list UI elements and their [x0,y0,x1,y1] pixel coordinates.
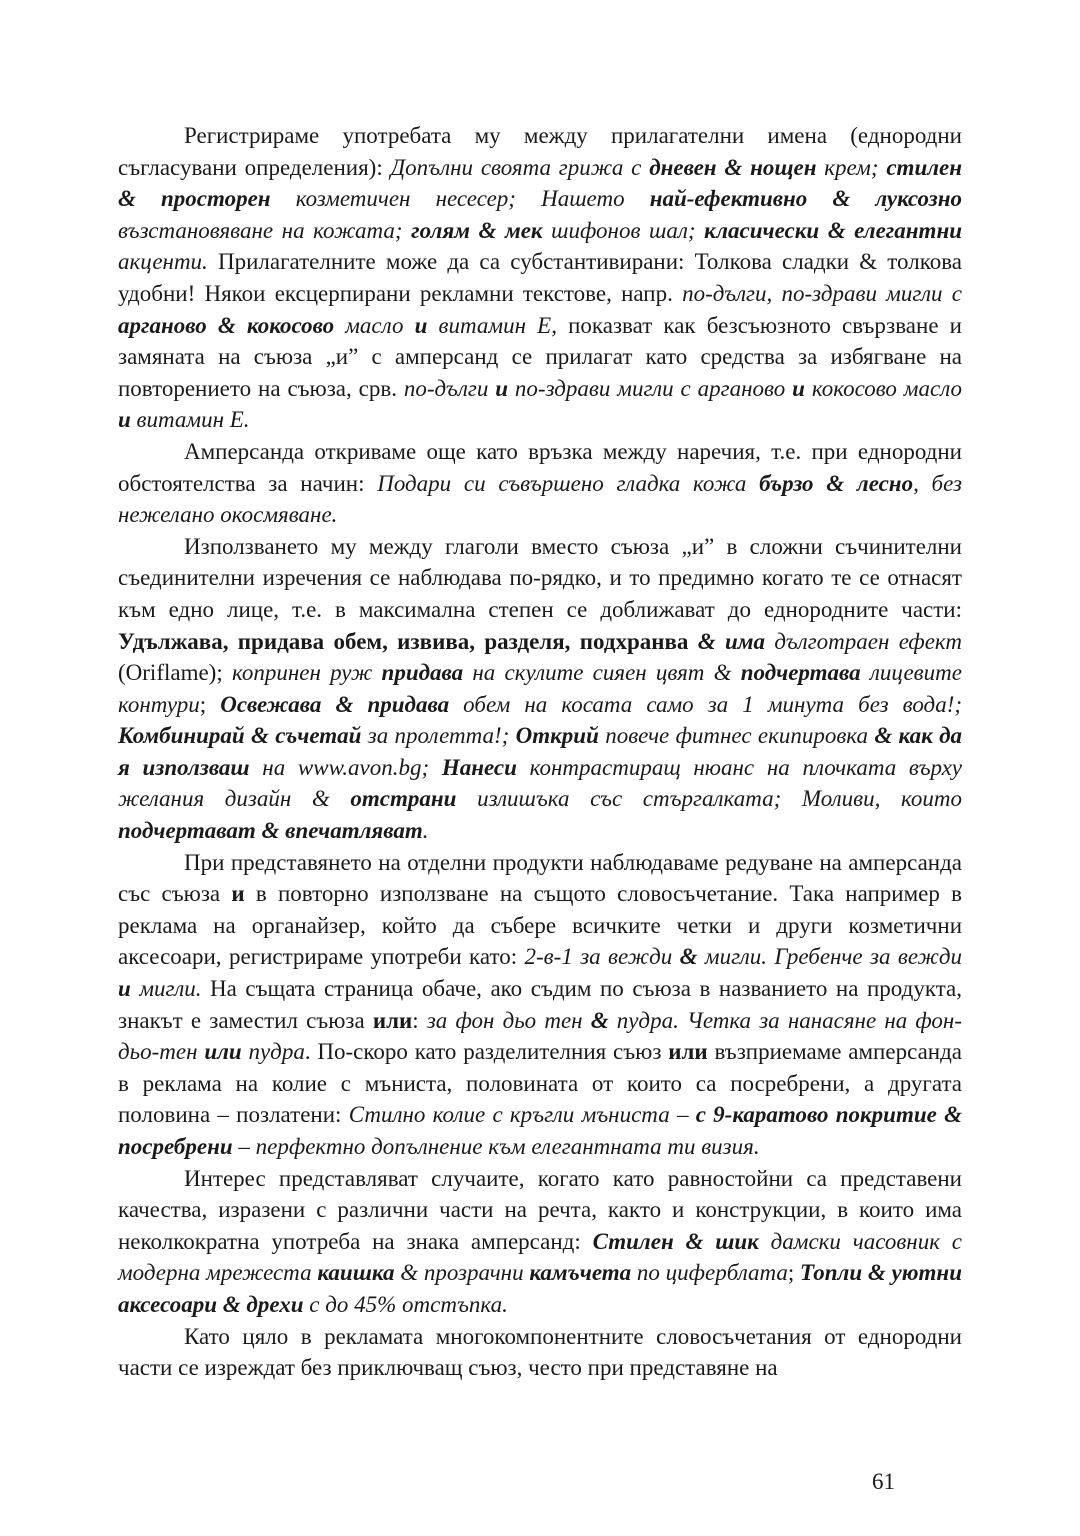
text-run: дамски часовник с модерна мрежеста [118,1228,962,1286]
text-run: , без нежелано окосмяване. [118,470,963,528]
text-run: повече фитнес екипировка [598,723,875,749]
text-run [688,629,697,654]
text-run: мигли. [130,976,202,1002]
text-run: витамин Е. [130,407,250,433]
text-run: Подари си съвършено гладка кожа [377,470,760,496]
text-run: за фон дьо тен [426,1007,591,1033]
text-run: (Oriflame); [118,660,232,686]
text-run: контрастиращ нюанс на плочката върху желания дизайн & [118,754,963,812]
text-run: лицевите контури [118,660,962,717]
text-run: отстрани [350,786,457,812]
paragraph-5 [118,1163,962,1321]
text-run: Регистрираме употребата му между прилагателни имена (еднородни съгласувани определения): [118,123,962,180]
text-run: мигли. Гребенче за вежди [697,944,963,970]
text-run: или [372,1007,413,1033]
text-run: на www.avon.bg; [249,754,442,780]
text-run: пудра. Четка за нанасяне на фон-дьо-тен [118,1007,963,1065]
text-run: шифонов шал; [542,217,705,243]
text-run: : [412,1007,427,1033]
text-run: 2-в-1 за вежди [524,944,680,970]
text-run: каишка [317,1260,395,1286]
text-run: . По-скоро като разделителния съюз [304,1039,669,1065]
text-run: възстановяване на кожата; [118,217,412,243]
text-run: Стилен & шик [592,1228,759,1254]
text-run: & има [697,628,766,654]
text-run: – перфектно допълнение към елегантната ти визия. [232,1134,760,1159]
text-run: за пролетта!; [361,723,516,749]
text-run: & как да я използваш [118,723,962,780]
text-run: стилен & просторен [118,154,963,212]
text-run: Нанеси [441,754,517,780]
text-run: Удължава, придава обем, извива, разделя, подхранва [118,628,689,654]
text-run: Стилно колие с кръгли мъниста – [348,1102,696,1128]
text-run: с 9-каратово покритие & посребрени [118,1102,962,1159]
page-number: 61 [872,1469,895,1494]
text-run: Комбинирай & съчетай [118,723,362,749]
text-run: акценти. [118,249,208,275]
text-run: или [668,1039,708,1065]
text-run: на скулите сияен цвят & [463,660,741,686]
text-run: арганово & кокосово [118,312,335,338]
paragraph-1 [118,120,962,436]
text-run: класически & елегантни [704,217,963,243]
text-run: бързо & лесно [759,470,914,496]
text-run: пудра [241,1039,305,1065]
text-run: кокосово масло [804,375,962,401]
text-run: в повторно използване на същото словосъчетание. Така например в реклама на органайзер, който да събере всичките четки и други козметични аксесоари, регистрираме употреби като: [118,881,962,970]
text-run: масло [334,312,415,338]
text-run: с до 45% отстъпка. [303,1291,508,1317]
text-run: и [792,375,805,401]
text-run: Амперсанда откриваме още като връзка между наречия, т.е. при еднородни обстоятелства за начин: [118,438,962,496]
paragraph-2 [118,436,962,531]
text-run: Интерес представляват случаите, когато като равностойни са представени качества, изразени с различни части на речта, както и конструкции, в които има неколкократна употреба на знака амперсанд: [118,1165,962,1254]
text-run: витамин Е, [427,312,557,338]
text-run: и [118,976,131,1002]
text-run: & [679,944,698,970]
text-run: голям & мек [411,217,543,243]
text-run: по циферблата [631,1260,788,1286]
text-run: и [495,375,509,401]
text-run: дневен & нощен [649,154,817,180]
text-run: обем на косата само за 1 минута без вода!; [449,691,963,717]
text-run: или [204,1039,242,1065]
text-run: Топли & уютни аксесоари & дрехи [118,1260,962,1317]
text-run: най-ефективно & луксозно [649,186,962,212]
text-run: подчертават & впечатляват [118,818,423,844]
text-run: копринен руж [231,660,382,686]
paragraph-4 [118,847,962,1163]
text-run: Открий [515,723,599,749]
paragraph-3 [118,531,962,847]
text-run: Освежава & придава [220,691,450,717]
text-run: по-дълги [403,375,496,401]
text-run: На същата страница обаче, ако съдим по съюза в названието на продукта, знакът е заместил съюза [118,976,962,1033]
text-run: дълготраен ефект [765,628,962,654]
text-run: и [414,312,428,338]
text-run: Прилагателните може да са субстантивирани: Толкова сладки & толкова удобни! Някои ексцерпирани рекламни текстове, напр. [118,249,962,306]
text-run: придава [381,660,464,686]
text-run: камъчета [529,1260,632,1286]
text-run: При представянето на отделни продукти наблюдаваме редуване на амперсанда със съюза [118,849,962,907]
text-run: . [422,818,429,844]
text-run: ; [787,1260,801,1286]
text-run: & [590,1007,609,1033]
text-run: козметичен несесер; Нашето [270,186,650,212]
text-run: възприемаме амперсанда в реклама на колие с мъниста, половината от които са посребрени, а другата половина – позлатени: [118,1039,962,1128]
text-run: Като цяло в рекламата многокомпонентните словосъчетания от еднородни части се изреждат без приключващ съюз, често при представяне на [118,1323,962,1381]
text-run: излишъка със стъргалката; Моливи, които [456,786,962,812]
text-run: ; [199,691,221,717]
text-run: Използването му между глаголи вместо съюза „и” в сложни съчинителни съединителни изречения се наблюдава по-рядко, и то предимно когато те се отнасят към едно лице, т.е. в максимална степен се доближават до еднородните части: [118,533,962,622]
text-run: & прозрачни [394,1260,530,1286]
text-run: Допълни своята грижа с [390,154,650,180]
text-run: подчертава [740,660,861,686]
page-body [118,120,962,1384]
text-run: и [118,407,131,433]
text-run: по-дълги, по-здрави мигли с [682,280,962,306]
text-run: по-здрави мигли с арганово [508,375,793,401]
text-run: крем; [816,154,887,180]
text-run: и [231,881,245,907]
paragraph-6 [118,1321,962,1384]
text-run: показват как безсъюзното свързване и замяната на съюза „и” с амперсанд се прилагат като средства за избягване на повторението на съюза, срв. [118,312,962,401]
